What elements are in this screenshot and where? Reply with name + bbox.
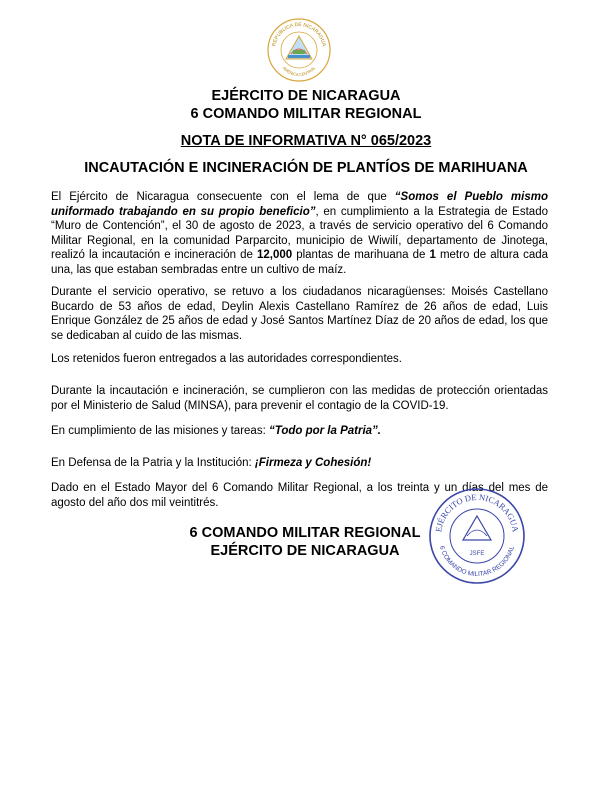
- paragraph-5: [51, 424, 548, 439]
- p1-quote: “Somos el Pueblo mismo uniformado trabajando en su propio beneficio”: [51, 191, 548, 218]
- stamp-text-top: EJÉRCITO DE NICARAGUA: [433, 491, 521, 533]
- official-stamp-icon: [427, 486, 527, 586]
- stamp-inner-text: JSFE: [469, 551, 485, 557]
- p1-text-c: plantas de marihuana de: [292, 249, 430, 262]
- seal-text-bottom: AMÉRICA CENTRAL: [281, 65, 317, 78]
- signature-command: 6 COMANDO MILITAR REGIONAL: [189, 525, 421, 541]
- svg-text:EJÉRCITO DE NICARAGUA: [433, 492, 521, 534]
- paragraph-3: Los retenidos fueron entregados a las autoridades correspondientes.: [51, 353, 402, 365]
- p1-quantity: 12,000: [256, 249, 293, 262]
- paragraph-7: Dado en el Estado Mayor del 6 Comando Militar Regional, a los treinta y un días del mes de agosto del año dos mil veintitrés.: [51, 482, 548, 509]
- nicaragua-seal-icon: [266, 17, 332, 83]
- p1-text-b: , en cumplimiento a la Estrategia de Estado “Muro de Contención”, el 30 de agosto de 2023, a través de servicio operativo del 6 Comando Militar Regional, en la comunidad Parparcito, municipio de Wiwilí, departamento de Jinotega, realizó la incautación e incineración de: [51, 205, 548, 262]
- paragraph-4: Durante la incautación e incineración, se cumplieron con las medidas de protección orientadas por el Ministerio de Salud (MINSA), para prevenir el contagio de la COVID-19.: [51, 385, 548, 412]
- stamp-text-bottom: 6 COMANDO MILITAR REGIONAL: [438, 545, 516, 579]
- note-title: NOTA DE INFORMATIVA N° 065/2023: [180, 133, 432, 149]
- paragraph-1: [51, 190, 548, 278]
- header-army: EJÉRCITO DE NICARAGUA: [211, 88, 401, 104]
- seal-text-top: REPÚBLICA DE NICARAGUA: [271, 21, 327, 47]
- signature-army: EJÉRCITO DE NICARAGUA: [210, 543, 400, 559]
- p5-motto: “Todo por la Patria”.: [268, 425, 381, 437]
- note-subject: INCAUTACIÓN E INCINERACIÓN DE PLANTÍOS DE MARIHUANA: [84, 160, 528, 176]
- svg-text:AMÉRICA CENTRAL: [282, 65, 317, 77]
- p1-text-a: El Ejército de Nicaragua consecuente con el lema de que: [51, 191, 395, 203]
- paragraph-6: [51, 456, 548, 471]
- p6-motto: ¡Firmeza y Cohesión!: [254, 457, 372, 469]
- p1-height: 1: [429, 249, 436, 262]
- header-command: 6 COMANDO MILITAR REGIONAL: [190, 106, 422, 122]
- paragraph-2: Durante el servicio operativo, se retuvo a los ciudadanos nicaragüenses: Moisés Castellano Bucardo de 53 años de edad, Deylin Alexis Castellano Ramírez de 26 años de edad, Luis Enrique González de 25 años de edad y José Santos Martínez Díaz de 20 años de edad, los que se dedicaban al cuido de las mismas.: [51, 286, 548, 342]
- p5-text: En cumplimiento de las misiones y tareas:: [51, 425, 269, 437]
- svg-text:6 COMANDO MILITAR REGIONAL: [438, 545, 516, 578]
- p6-text: En Defensa de la Patria y la Institución:: [51, 457, 255, 469]
- p1-text-d: metro de altura cada una, las que estaban sembradas entre un cultivo de maíz.: [51, 249, 549, 276]
